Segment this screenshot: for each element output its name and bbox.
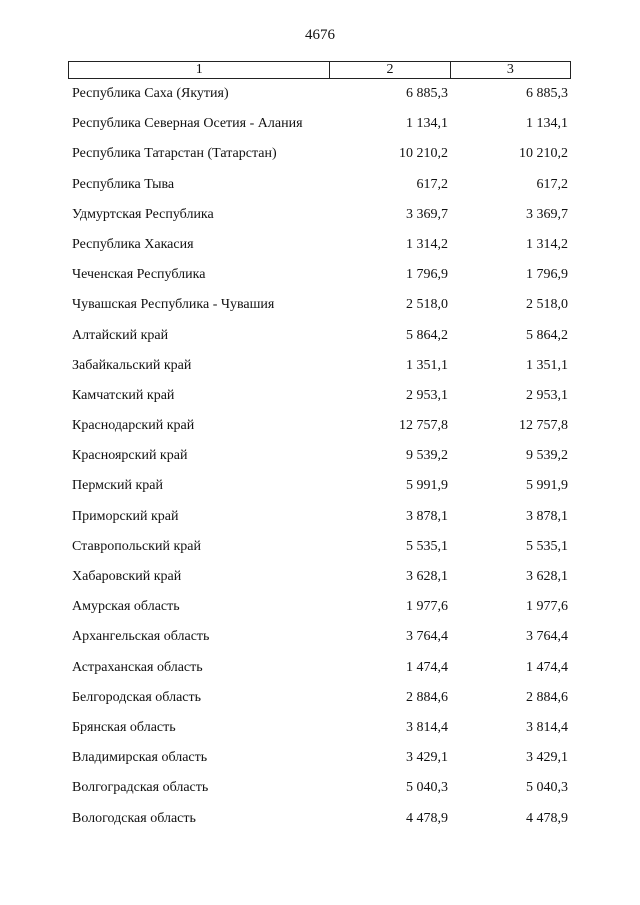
region-name: Волгоградская область	[72, 780, 209, 796]
table-row	[0, 660, 640, 690]
region-name: Брянская область	[72, 719, 176, 735]
value-column-2: 1 351,1	[406, 357, 448, 373]
region-name: Белгородская область	[72, 689, 202, 705]
value-column-3: 5 040,3	[526, 780, 568, 796]
value-column-3: 3 814,4	[526, 719, 568, 735]
value-column-2: 12 757,8	[399, 418, 448, 434]
column-header-2: 2	[330, 62, 450, 79]
value-column-3: 1 474,4	[526, 659, 568, 675]
table-row	[0, 720, 640, 750]
value-column-3: 9 539,2	[526, 448, 568, 464]
region-name: Республика Татарстан (Татарстан)	[72, 146, 277, 162]
page-number: 4676	[305, 27, 335, 43]
region-name: Красноярский край	[72, 448, 188, 464]
value-column-2: 4 478,9	[406, 810, 448, 826]
table-row	[0, 86, 640, 116]
value-column-3: 3 764,4	[526, 629, 568, 645]
value-column-2: 1 796,9	[406, 267, 448, 283]
value-column-3: 1 314,2	[526, 236, 568, 252]
value-column-2: 10 210,2	[399, 146, 448, 162]
value-column-3: 1 796,9	[526, 267, 568, 283]
region-name: Архангельская область	[72, 629, 210, 645]
value-column-2: 3 764,4	[406, 629, 448, 645]
table-row	[0, 146, 640, 176]
value-column-2: 3 429,1	[406, 750, 448, 766]
value-column-3: 2 953,1	[526, 387, 568, 403]
region-name: Приморский край	[72, 508, 179, 524]
value-column-2: 5 991,9	[406, 478, 448, 494]
value-column-2: 3 814,4	[406, 719, 448, 735]
region-name: Владимирская область	[72, 750, 208, 766]
value-column-3: 4 478,9	[526, 810, 568, 826]
value-column-2: 2 953,1	[406, 387, 448, 403]
value-column-3: 1 977,6	[526, 599, 568, 615]
value-column-3: 1 351,1	[526, 357, 568, 373]
value-column-2: 3 878,1	[406, 508, 448, 524]
value-column-2: 2 884,6	[406, 689, 448, 705]
region-name: Республика Саха (Якутия)	[72, 86, 229, 101]
region-name: Республика Хакасия	[72, 236, 194, 252]
value-column-2: 3 628,1	[406, 569, 448, 584]
region-name: Республика Северная Осетия - Алания	[72, 116, 303, 132]
value-column-3: 5 864,2	[526, 327, 568, 343]
value-column-3: 2 884,6	[526, 689, 568, 705]
region-name: Пермский край	[72, 478, 163, 494]
value-column-2: 617,2	[416, 176, 448, 192]
table-row	[0, 116, 640, 146]
table-row	[0, 539, 640, 569]
table-row	[0, 328, 640, 358]
value-column-3: 3 878,1	[526, 508, 568, 524]
region-name: Камчатский край	[72, 387, 175, 403]
value-column-3: 5 991,9	[526, 478, 568, 494]
table-row	[0, 750, 640, 780]
value-column-2: 1 314,2	[406, 236, 448, 252]
value-column-3: 5 535,1	[526, 538, 568, 554]
table-row	[0, 448, 640, 478]
table-row	[0, 509, 640, 539]
region-name: Забайкальский край	[72, 357, 192, 373]
value-column-2: 3 369,7	[406, 206, 448, 222]
table-row	[0, 690, 640, 720]
value-column-3: 6 885,3	[526, 86, 568, 101]
region-name: Республика Тыва	[72, 176, 175, 192]
table-row	[0, 418, 640, 448]
table-row	[0, 811, 640, 841]
column-header-3: 3	[450, 62, 570, 79]
table-row	[0, 629, 640, 659]
value-column-2: 2 518,0	[406, 297, 448, 313]
region-name: Алтайский край	[72, 327, 169, 343]
table-row	[0, 297, 640, 327]
value-column-2: 5 535,1	[406, 538, 448, 554]
region-name: Ставропольский край	[72, 538, 201, 554]
table-row	[0, 358, 640, 388]
value-column-3: 10 210,2	[519, 146, 568, 162]
value-column-3: 2 518,0	[526, 297, 568, 313]
column-header-table	[68, 61, 571, 79]
region-name: Чеченская Республика	[72, 267, 206, 283]
value-column-3: 3 628,1	[526, 569, 568, 584]
value-column-2: 1 977,6	[406, 599, 448, 615]
value-column-2: 1 474,4	[406, 659, 448, 675]
table-row	[0, 267, 640, 297]
table-row	[0, 599, 640, 629]
table-row	[0, 478, 640, 508]
table-row	[0, 569, 640, 599]
table-row	[0, 388, 640, 418]
table-row	[0, 177, 640, 207]
value-column-2: 9 539,2	[406, 448, 448, 464]
region-name: Краснодарский край	[72, 418, 195, 434]
value-column-3: 617,2	[536, 176, 568, 192]
table-row	[0, 780, 640, 810]
value-column-2: 6 885,3	[406, 86, 448, 101]
table-row	[0, 207, 640, 237]
region-name: Вологодская область	[72, 810, 196, 826]
region-name: Амурская область	[72, 599, 180, 615]
table-row	[0, 237, 640, 267]
value-column-3: 12 757,8	[519, 418, 568, 434]
region-name: Хабаровский край	[72, 569, 182, 584]
region-name: Чувашская Республика - Чувашия	[72, 297, 275, 313]
column-header-1: 1	[69, 62, 330, 79]
value-column-3: 1 134,1	[526, 116, 568, 132]
region-name: Астраханская область	[72, 659, 203, 675]
value-column-2: 5 040,3	[406, 780, 448, 796]
value-column-2: 1 134,1	[406, 116, 448, 132]
value-column-3: 3 369,7	[526, 206, 568, 222]
value-column-3: 3 429,1	[526, 750, 568, 766]
table-body	[0, 86, 640, 841]
column-header-row	[69, 62, 571, 79]
value-column-2: 5 864,2	[406, 327, 448, 343]
region-name: Удмуртская Республика	[72, 206, 214, 222]
